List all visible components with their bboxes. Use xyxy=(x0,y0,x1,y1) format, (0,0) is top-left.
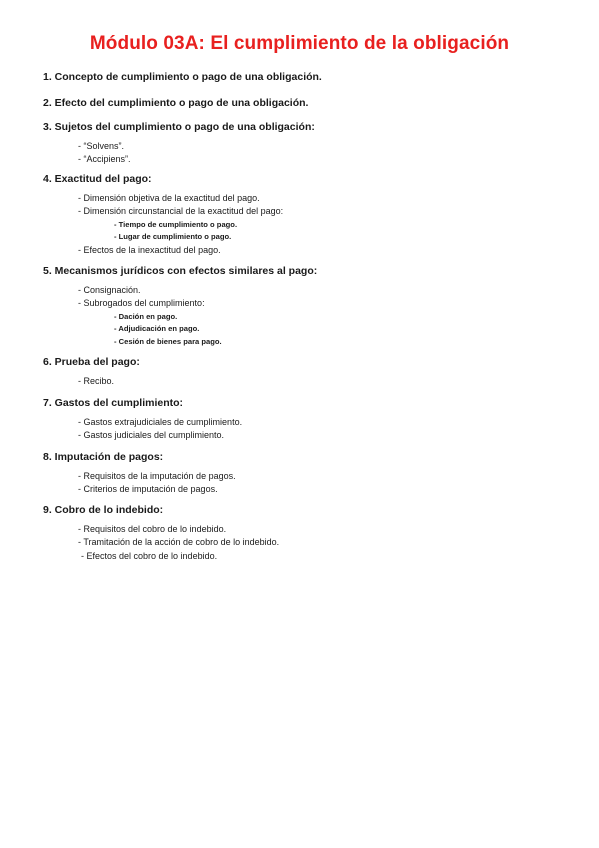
list-item: - Criterios de imputación de pagos. xyxy=(78,484,218,495)
sub-items xyxy=(114,311,317,348)
sub-item: - Lugar de cumplimiento o pago. xyxy=(114,232,232,242)
section-4 xyxy=(43,172,283,257)
list-item: - Requisitos del cobro de lo indebido. xyxy=(78,524,227,534)
sub-item: - Dación en pago. xyxy=(114,311,178,321)
sub-item: - Tiempo de cumplimiento o pago. xyxy=(114,219,238,229)
list-item-group xyxy=(78,311,317,348)
section-items xyxy=(78,470,236,497)
list-item: - Consignación. xyxy=(78,285,141,295)
list-item: - “Solvens”. xyxy=(78,141,125,151)
list-item: - Gastos judiciales del cumplimiento. xyxy=(78,430,225,441)
list-item: - Subrogados del cumplimiento: xyxy=(78,298,205,309)
section-9 xyxy=(43,503,279,563)
list-item: - Efectos de la inexactitud del pago. xyxy=(78,244,221,255)
list-item: - Tramitación de la acción de cobro de lo indebido. xyxy=(78,537,280,548)
section-heading: 4. Exactitud del pago: xyxy=(43,173,152,185)
section-heading: 3. Sujetos del cumplimiento o pago de una obligación: xyxy=(43,121,315,133)
list-item: - Requisitos de la imputación de pagos. xyxy=(78,471,236,481)
section-1 xyxy=(43,70,322,84)
list-item: - Efectos del cobro de lo indebido. xyxy=(81,550,218,561)
section-5 xyxy=(43,264,317,348)
section-8 xyxy=(43,450,236,497)
list-item: - Recibo. xyxy=(78,376,115,386)
section-items xyxy=(78,523,279,563)
list-item: - Dimensión objetiva de la exactitud del pago. xyxy=(78,193,260,203)
list-item: - “Accipiens”. xyxy=(78,154,131,165)
section-7 xyxy=(43,396,242,443)
section-items xyxy=(78,192,283,257)
list-item: - Gastos extrajudiciales de cumplimiento. xyxy=(78,417,243,427)
page-title: Módulo 03A: El cumplimiento de la obligación xyxy=(89,33,510,54)
section-2 xyxy=(43,96,308,110)
list-item-group xyxy=(78,219,283,244)
section-heading: 2. Efecto del cumplimiento o pago de una obligación. xyxy=(43,97,309,109)
section-heading: 9. Cobro de lo indebido: xyxy=(43,504,164,516)
section-6 xyxy=(43,355,140,388)
list-item: - Dimensión circunstancial de la exactitud del pago: xyxy=(78,206,284,217)
section-items xyxy=(78,284,317,348)
sub-item: - Cesión de bienes para pago. xyxy=(114,336,222,346)
sub-item: - Adjudicación en pago. xyxy=(114,324,200,334)
section-heading: 5. Mecanismos jurídicos con efectos similares al pago: xyxy=(43,265,318,277)
section-heading: 7. Gastos del cumplimiento: xyxy=(43,397,184,409)
section-heading: 1. Concepto de cumplimiento o pago de una obligación. xyxy=(43,71,322,83)
sub-items xyxy=(114,219,283,244)
section-heading: 8. Imputación de pagos: xyxy=(43,451,164,463)
section-items xyxy=(78,416,242,443)
section-3 xyxy=(43,120,315,167)
section-items xyxy=(78,140,315,167)
section-items xyxy=(78,375,140,388)
section-heading: 6. Prueba del pago: xyxy=(43,356,140,368)
